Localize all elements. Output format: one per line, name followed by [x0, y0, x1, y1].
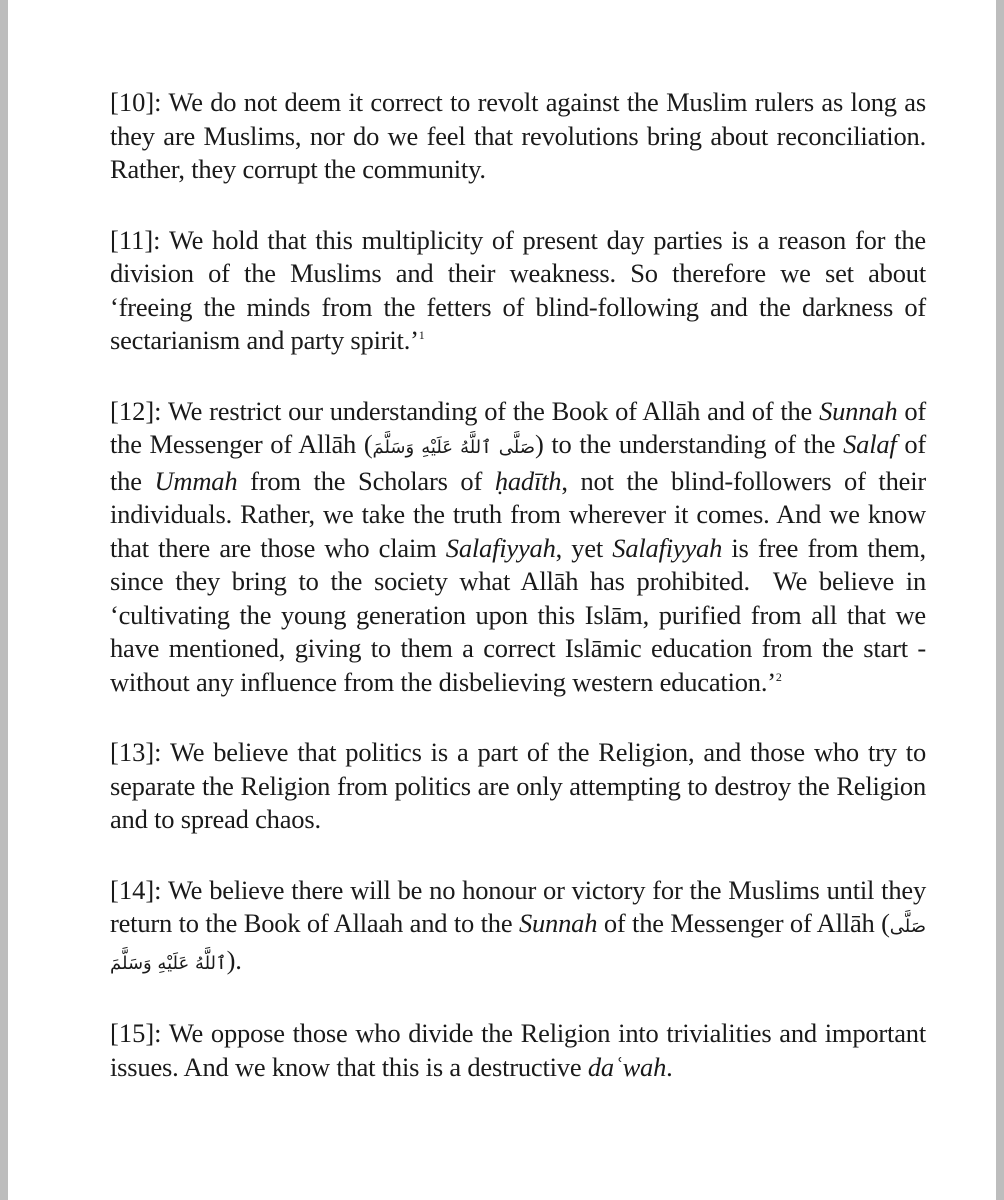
italic-term: Sunnah [819, 395, 898, 426]
text-segment: We oppose those who divide the Religion into trivialities and important issues. And we know that this is a destructive [110, 1018, 926, 1082]
text-segment: We believe there will be no honour or victory for the Muslims until they return to the Book of Allaah and to the [110, 874, 926, 938]
text-segment: We restrict our understanding of the Book of Allāh and of the [161, 395, 820, 426]
italic-term: ḥadīth [494, 465, 562, 496]
paragraph-14 [110, 874, 926, 981]
text-segment: of the Messenger of Allāh ( [110, 395, 926, 459]
italic-term: Salafiyyah [445, 532, 556, 563]
text-segment: ) to the understanding of the [535, 429, 844, 459]
document-page [8, 0, 996, 1200]
text-segment: from the Scholars of [237, 465, 495, 496]
text-segment: , yet [555, 532, 613, 563]
text-segment: We hold that this multiplicity of present day parties is a reason for the division of the Muslims and their weakness. So therefore we set about ‘freeing the minds from the fetters of blind-following and the darkness of sectarianism and party spirit.’ [110, 224, 926, 355]
text-segment: We believe that politics is a part of the Religion, and those who try to separate the Religion from politics are only attempting to destroy the Religion and to spread chaos. [110, 737, 926, 834]
paragraph-15 [110, 1017, 926, 1084]
text-segment: , not the blind-followers of their individuals. Rather, we take the truth from wherever it comes. And we know that there are those who claim [110, 465, 926, 563]
paragraph-13 [110, 736, 926, 837]
paragraph-number: [13]: [110, 737, 162, 767]
footnote-reference[interactable]: 2 [775, 669, 782, 684]
footnote-reference[interactable]: 1 [418, 328, 425, 342]
paragraph-10 [110, 86, 926, 187]
italic-term: Sunnah [518, 908, 598, 938]
text-segment: of the Messenger of Allāh ( [597, 908, 890, 938]
italic-term: Ummah [154, 465, 238, 496]
paragraph-number: [14]: [110, 874, 162, 905]
text-segment: . [666, 1051, 673, 1082]
italic-term: daʿwah [587, 1051, 667, 1082]
paragraph-12 [110, 395, 926, 700]
honorific-salutation: صَلَّى ٱللَّهُ عَلَيْهِ وَسَلَّمَ [372, 437, 535, 458]
italic-term: Salafiyyah [612, 532, 723, 563]
italic-term: Salaf [843, 429, 897, 459]
document-body [110, 86, 926, 1121]
paragraph-number: [10]: [110, 87, 162, 117]
paragraph-number: [12]: [110, 395, 162, 426]
paragraph-number: [11]: [110, 224, 161, 255]
text-segment: ). [226, 944, 242, 975]
text-segment: We do not deem it correct to revolt against the Muslim rulers as long as they are Muslims, nor do we feel that revolutions bring about reconciliation. Rather, they corrupt the community. [110, 87, 926, 184]
honorific-salutation: صَلَّى ٱللَّهُ عَلَيْهِ وَسَلَّمَ [110, 916, 926, 974]
paragraph-number: [15]: [110, 1018, 162, 1048]
text-segment: is free from them, since they bring to the society what Allāh has prohibited. We believe in ‘cultivating the young generation upon this Islām, purified from all that we have mentioned, giving to them a correct Islāmic education from the start - without any influence from the disbelieving western education.’ [110, 532, 926, 697]
text-segment: of the [110, 429, 927, 496]
paragraph-11 [110, 224, 926, 358]
